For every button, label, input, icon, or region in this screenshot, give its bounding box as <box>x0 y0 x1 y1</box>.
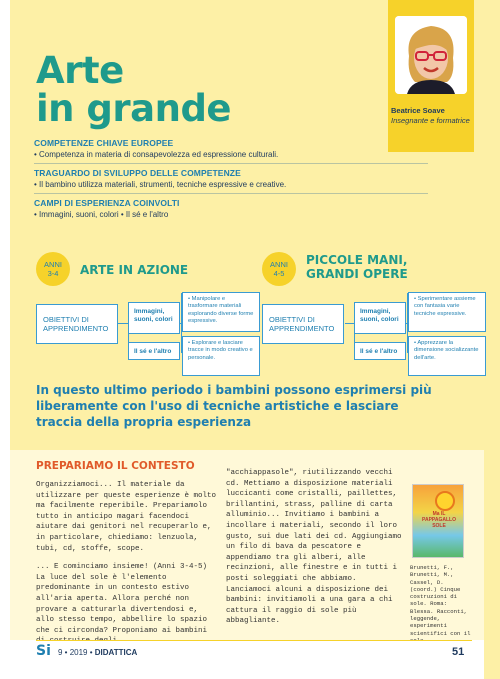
field-box-se-altro: Il sé e l'altro <box>128 342 180 360</box>
author-portrait-icon <box>395 16 467 94</box>
footer <box>10 640 484 679</box>
author-name: Beatrice Soave <box>391 106 445 115</box>
page-margin-strip <box>0 0 10 679</box>
objectives-box: OBIETTIVI DI APPRENDIMENTO <box>262 304 344 344</box>
divider <box>34 163 428 164</box>
page-number: 51 <box>452 646 465 658</box>
sun-icon <box>435 491 455 511</box>
footer-issue <box>58 648 137 657</box>
divider <box>34 193 428 194</box>
age-badge-4-5 <box>262 252 296 286</box>
age-badge-label: ANNI <box>270 260 288 269</box>
competence-heading: CAMPI DI ESPERIENZA COINVOLTI <box>34 198 180 208</box>
field-box-immagini: Immagini, suoni, colori <box>354 302 406 334</box>
footer-magazine: DIDATTICA <box>94 648 138 657</box>
page-title <box>36 49 232 130</box>
section-title-piccole-mani: PICCOLE MANI, GRANDI OPERE <box>306 253 408 281</box>
lead-paragraph: In questo ultimo periodo i bambini possono esprimersi più liberamente con l'uso di tecniche artistiche e lasciare traccia della propria esperienza <box>36 383 432 429</box>
author-photo <box>395 16 467 94</box>
goal-box: • Manipolare e trasformare materiali esplorando diverse forme espressive. <box>182 292 260 332</box>
body-column-left <box>36 480 218 655</box>
body-paragraph: "acchiappasole", riutilizzando vecchi cd. Mettiamo a disposizione materiali luccicanti come cristalli, paillettes, brillantini, strass, palline di carta alluminio... Invitiamo i bambini a incollare i materiali, secondo il loro gusto, sui due lati dei cd. Aggiungiamo un filo di bava da pescatore e appendiamo tra gli alberi, alle recinzioni, alle finestre e in tutti i posti soleggiati che abbiamo. Lanciamoci alcuni a disposizione dei bambini: invitiamoli a una gara a chi cattura il raggio di sole più abbagliante. <box>226 469 402 626</box>
page-title-line2: in grande <box>36 87 232 130</box>
competence-heading: TRAGUARDO DI SVILUPPO DELLE COMPETENZE <box>34 168 241 178</box>
body-paragraph: ... E cominciamo insieme! (Anni 3-4-5) La luce del sole è l'elemento predominante in un contesto estivo all'aria aperta. Allora perché non provare a catturarla divertendosi e, allo stesso tempo, abbellire lo spazio che ci circonda? Proponiamo ai bambini <box>36 563 208 635</box>
body-column-right <box>226 468 402 635</box>
competence-heading: COMPETENZE CHIAVE EUROPEE <box>34 138 174 148</box>
competence-text: • Competenza in materia di consapevolezza ed espressione culturali. <box>34 150 279 159</box>
connector-line <box>345 323 354 324</box>
age-badge-label: ANNI <box>44 260 62 269</box>
goal-box: • Esplorare e lasciare tracce in modo creativo e personale. <box>182 336 260 376</box>
competence-european <box>34 138 428 159</box>
field-box-se-altro: Il sé e l'altro <box>354 342 406 360</box>
connector-line <box>118 323 128 324</box>
page-title-line1: Arte <box>36 49 124 92</box>
author-role: Insegnante e formatrice <box>391 116 470 125</box>
footer-brand: Si <box>36 643 51 659</box>
section-heading-prepariamo: PREPARIAMO IL CONTESTO <box>36 460 195 472</box>
competence-traguardo <box>34 168 428 189</box>
section-title-arte-in-azione: ARTE IN AZIONE <box>80 263 189 277</box>
footer-issue-number: 9 • 2019 • <box>58 648 93 657</box>
objectives-box: OBIETTIVI DI APPRENDIMENTO <box>36 304 118 344</box>
age-badge-range: 4-5 <box>273 269 285 278</box>
age-badge-3-4 <box>36 252 70 286</box>
competence-text: • Il bambino utilizza materiali, strumenti, tecniche espressive e creative. <box>34 180 287 189</box>
book-cover <box>412 484 464 558</box>
book-caption: Brunetti, F., Brunetti, M., Cassel, D. (coord.) Cinque costruzioni di sole. Roma: Blessa. Racconti, leggende, esperimenti scientifici con il <box>410 564 471 637</box>
body-paragraph: Organizziamoci... Il materiale da utilizzare per queste esperienze è molto ma facilmente reperibile. Prepariamolo tutto in anticipo magari facendoci aiutare dai genitori nel recuperarlo e, in particolare, chiediamo: lenzuola, tubi, cd, stoffe, scope. <box>36 481 217 553</box>
age-badge-range: 3-4 <box>47 269 59 278</box>
competence-campi <box>34 198 428 219</box>
footer-divider <box>36 640 472 641</box>
book-cover-title: Ma IL PAPPAGALLO SOLE <box>422 511 456 529</box>
competence-text: • Immagini, suoni, colori • Il sé e l'altro <box>34 210 169 219</box>
field-box-immagini: Immagini, suoni, colori <box>128 302 180 334</box>
goal-box: • Sperimentare assieme con fantasia varie tecniche espressive. <box>408 292 486 332</box>
goal-box: • Apprezzare la dimensione socializzante dell'arte. <box>408 336 486 376</box>
